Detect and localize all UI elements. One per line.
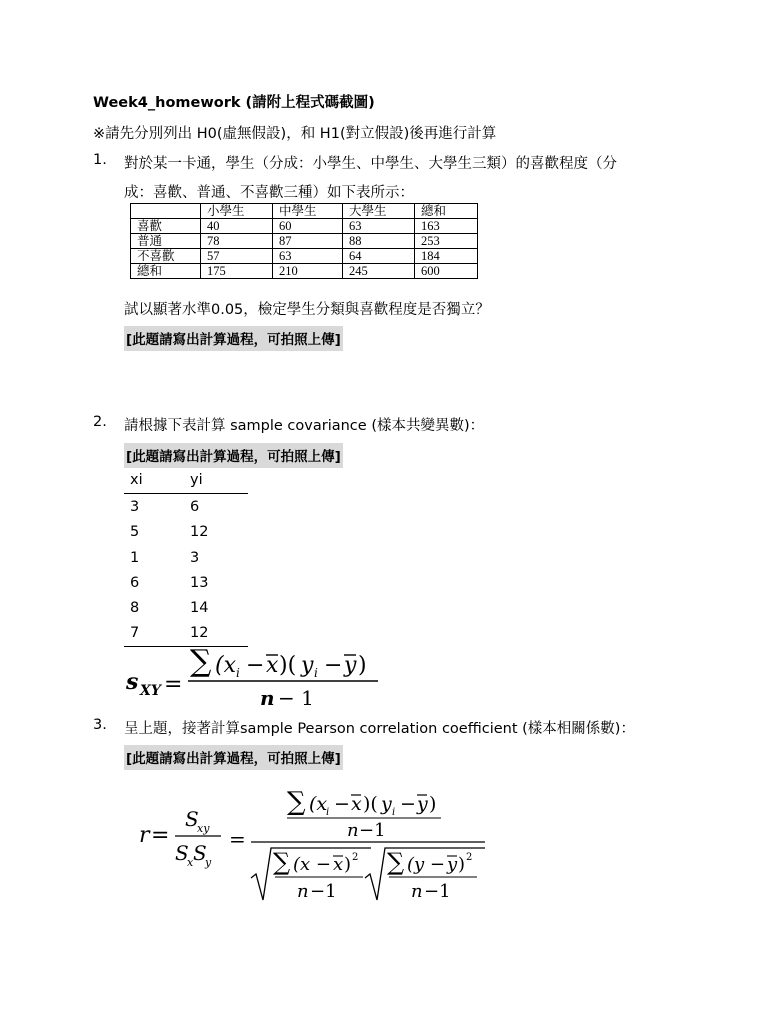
svg-text:∑: ∑ bbox=[287, 787, 306, 817]
svg-text:− 1: − 1 bbox=[278, 686, 314, 709]
svg-text:−1: −1 bbox=[359, 820, 386, 841]
q2-instruction: [此題請寫出計算過程，可拍照上傳] bbox=[124, 443, 343, 468]
q3-instruction: [此題請寫出計算過程，可拍照上傳] bbox=[124, 745, 343, 770]
covariance-formula-image bbox=[120, 645, 390, 709]
table-row bbox=[131, 249, 478, 264]
xy-cell-y: 3 bbox=[190, 550, 200, 566]
svg-text:−: − bbox=[324, 653, 343, 678]
q3-text: 呈上題，接著計算sample Pearson correlation coefficient (樣本相關係數)： bbox=[124, 721, 635, 737]
table-cell: 60 bbox=[273, 219, 343, 234]
table-cell: 245 bbox=[343, 264, 415, 279]
xy-cell-x: 8 bbox=[130, 600, 140, 616]
svg-text:i: i bbox=[392, 807, 396, 818]
table-header-cell: 總和 bbox=[415, 204, 478, 219]
svg-text:i: i bbox=[314, 666, 318, 680]
contingency-table bbox=[130, 203, 478, 279]
svg-text:r: r bbox=[139, 823, 150, 848]
svg-text:): ) bbox=[458, 854, 466, 875]
xy-cell-y: 12 bbox=[190, 524, 209, 540]
svg-text:∑: ∑ bbox=[273, 848, 291, 876]
svg-text:S: S bbox=[185, 807, 199, 831]
svg-text:)(: )( bbox=[279, 653, 297, 678]
svg-text:XY: XY bbox=[140, 683, 161, 699]
table-cell: 210 bbox=[273, 264, 343, 279]
table-header-cell: 中學生 bbox=[273, 204, 343, 219]
svg-text:i: i bbox=[326, 807, 330, 818]
svg-text:(y −: (y − bbox=[407, 854, 445, 875]
svg-text:n: n bbox=[411, 881, 423, 902]
q2-text: 請根據下表計算 sample covariance (樣本共變異數)： bbox=[124, 418, 485, 434]
svg-text:i: i bbox=[236, 666, 240, 680]
svg-text:S: S bbox=[193, 841, 207, 865]
svg-text:y: y bbox=[301, 653, 314, 678]
svg-text:x: x bbox=[351, 793, 362, 815]
correlation-formula-image bbox=[135, 780, 495, 905]
xy-header-rule bbox=[124, 493, 248, 494]
svg-text:y: y bbox=[344, 653, 357, 678]
xy-cell-x: 3 bbox=[130, 499, 140, 515]
svg-text:=: = bbox=[229, 827, 246, 851]
table-cell: 253 bbox=[415, 234, 478, 249]
table-cell: 不喜歡 bbox=[131, 249, 201, 264]
q1-text-line2: 成：喜歡、普通、不喜歡三種）如下表所示： bbox=[124, 185, 414, 201]
table-cell: 184 bbox=[415, 249, 478, 264]
table-cell: 163 bbox=[415, 219, 478, 234]
table-cell: 普通 bbox=[131, 234, 201, 249]
table-row bbox=[131, 264, 478, 279]
xy-cell-x: 6 bbox=[130, 575, 140, 591]
svg-text:n: n bbox=[347, 820, 359, 841]
table-row bbox=[131, 234, 478, 249]
svg-text:(x: (x bbox=[215, 653, 236, 678]
q1-text-line1: 對於某一卡通，學生（分成：小學生、中學生、大學生三類）的喜歡程度（分 bbox=[124, 156, 617, 172]
svg-text:y: y bbox=[447, 854, 458, 875]
table-cell: 總和 bbox=[131, 264, 201, 279]
svg-text:2: 2 bbox=[466, 852, 473, 863]
svg-text:): ) bbox=[429, 793, 437, 815]
table-cell: 78 bbox=[201, 234, 273, 249]
svg-text:−: − bbox=[334, 793, 350, 815]
table-cell: 600 bbox=[415, 264, 478, 279]
table-header-row bbox=[131, 204, 478, 219]
svg-text:∑: ∑ bbox=[190, 645, 212, 679]
table-cell: 63 bbox=[273, 249, 343, 264]
svg-text:)(: )( bbox=[363, 793, 378, 815]
svg-text:−: − bbox=[246, 653, 265, 678]
svg-text:=: = bbox=[151, 823, 170, 848]
table-cell: 64 bbox=[343, 249, 415, 264]
svg-text:): ) bbox=[344, 854, 352, 875]
table-cell: 喜歡 bbox=[131, 219, 201, 234]
table-cell: 63 bbox=[343, 219, 415, 234]
table-header-cell: 大學生 bbox=[343, 204, 415, 219]
svg-text:∑: ∑ bbox=[387, 848, 405, 876]
svg-text:−1: −1 bbox=[310, 881, 337, 902]
xy-header-x: xi bbox=[130, 472, 143, 488]
q2-number: 2. bbox=[93, 414, 107, 430]
svg-text:s: s bbox=[126, 669, 139, 695]
svg-text:(x −: (x − bbox=[293, 854, 331, 875]
svg-text:−1: −1 bbox=[424, 881, 451, 902]
xy-header-y: yi bbox=[190, 472, 203, 488]
xy-cell-x: 1 bbox=[130, 550, 140, 566]
svg-text:2: 2 bbox=[352, 852, 359, 863]
q3-number: 3. bbox=[93, 717, 107, 733]
table-cell: 57 bbox=[201, 249, 273, 264]
svg-text:y: y bbox=[205, 856, 212, 869]
svg-text:(x: (x bbox=[309, 793, 328, 815]
table-header-cell bbox=[131, 204, 201, 219]
xy-cell-y: 14 bbox=[190, 600, 209, 616]
table-cell: 88 bbox=[343, 234, 415, 249]
xy-cell-y: 6 bbox=[190, 499, 200, 515]
svg-text:n: n bbox=[297, 881, 309, 902]
q1-number: 1. bbox=[93, 152, 107, 168]
svg-text:n: n bbox=[260, 686, 275, 709]
svg-text:x: x bbox=[333, 854, 344, 875]
table-header-cell: 小學生 bbox=[201, 204, 273, 219]
hypothesis-note: ※請先分別列出 H0(虛無假設)，和 H1(對立假設)後再進行計算 bbox=[93, 126, 497, 142]
q1-question: 試以顯著水準0.05，檢定學生分類與喜歡程度是否獨立？ bbox=[124, 302, 490, 318]
q1-instruction: [此題請寫出計算過程，可拍照上傳] bbox=[124, 326, 343, 351]
xy-cell-y: 12 bbox=[190, 625, 209, 641]
page-title: Week4_homework (請附上程式碼截圖) bbox=[93, 95, 375, 111]
svg-text:y: y bbox=[381, 793, 392, 815]
table-cell: 40 bbox=[201, 219, 273, 234]
table-cell: 87 bbox=[273, 234, 343, 249]
xy-cell-x: 5 bbox=[130, 524, 140, 540]
xy-cell-y: 13 bbox=[190, 575, 209, 591]
svg-text:xy: xy bbox=[197, 822, 210, 835]
svg-text:=: = bbox=[164, 672, 183, 697]
table-cell: 175 bbox=[201, 264, 273, 279]
svg-text:S: S bbox=[175, 841, 189, 865]
svg-text:−: − bbox=[400, 793, 416, 815]
table-row bbox=[131, 219, 478, 234]
svg-text:x: x bbox=[187, 856, 194, 869]
svg-text:y: y bbox=[417, 793, 428, 815]
svg-text:): ) bbox=[358, 653, 367, 678]
svg-text:x: x bbox=[266, 653, 279, 678]
xy-cell-x: 7 bbox=[130, 625, 140, 641]
